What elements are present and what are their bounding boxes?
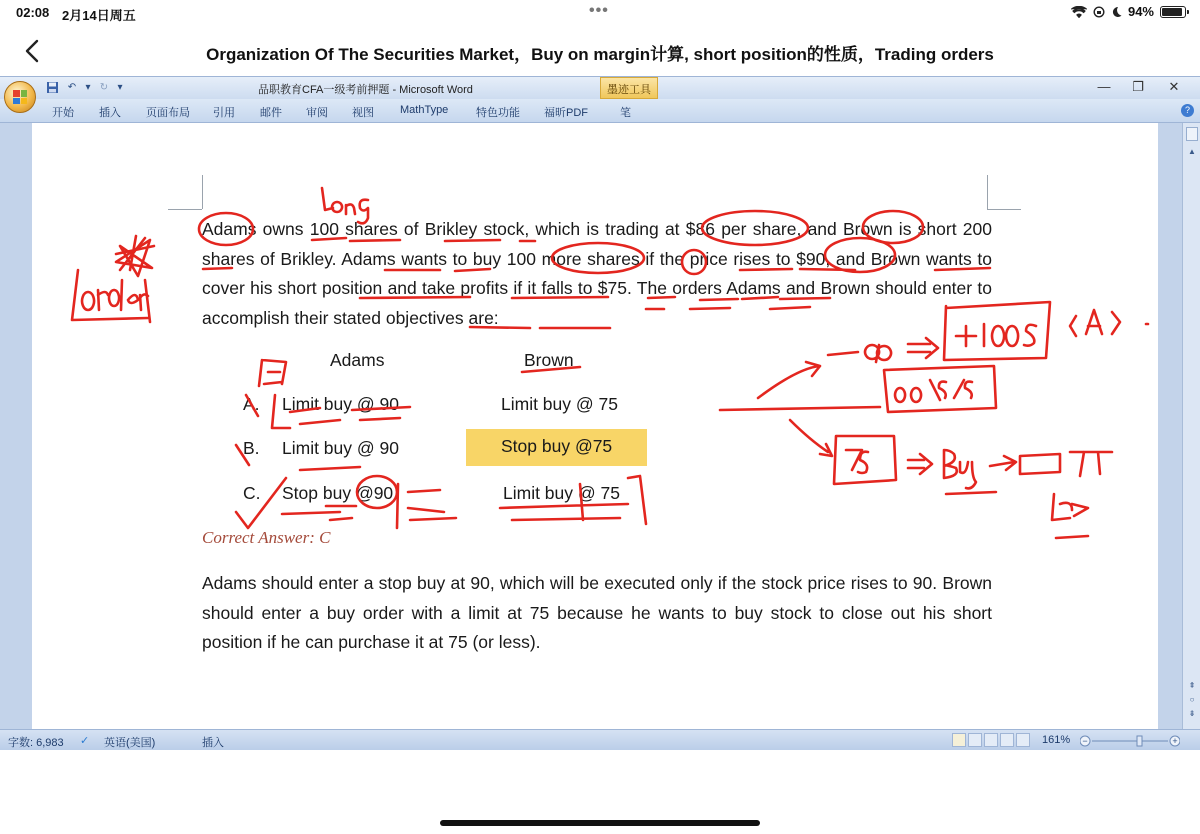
ribbon-tabs (0, 99, 1200, 123)
back-button[interactable] (18, 36, 48, 66)
app-header (0, 26, 1200, 74)
web-layout-view-icon[interactable] (984, 733, 998, 747)
scroll-up-icon[interactable]: ▲ (1188, 147, 1196, 156)
minimize-button[interactable]: — (1097, 79, 1111, 94)
tab-features[interactable]: 特色功能 (476, 107, 520, 119)
wifi-icon (1071, 6, 1087, 18)
next-page-icon[interactable]: ⇟ (1188, 709, 1196, 718)
prev-page-icon[interactable]: ⇞ (1188, 681, 1196, 690)
full-screen-view-icon[interactable] (968, 733, 982, 747)
svg-text:−: − (1082, 736, 1088, 746)
option-brown-order: Limit buy @ 75 (501, 394, 618, 414)
option-adams-order: Limit buy @ 90 (282, 394, 399, 414)
option-letter: C. (243, 483, 261, 503)
battery-icon (1160, 6, 1186, 18)
word-status-bar (0, 729, 1200, 750)
svg-text:+: + (1172, 736, 1178, 746)
restore-button[interactable]: ❐ (1132, 79, 1144, 94)
customize-toolbar-icon[interactable]: ▾ (117, 82, 123, 93)
vertical-scrollbar[interactable] (1182, 123, 1200, 729)
multitask-dots-icon[interactable]: ••• (589, 2, 609, 19)
zoom-level[interactable]: 161% (1042, 734, 1071, 746)
outline-view-icon[interactable] (1000, 733, 1014, 747)
undo-dropdown-icon[interactable]: ▾ (85, 82, 91, 93)
option-brown-order-highlighted: Stop buy @75 (466, 429, 647, 466)
status-indicators (1071, 4, 1186, 19)
crop-mark (987, 175, 988, 209)
option-letter: B. (243, 438, 260, 458)
crop-mark (987, 209, 1021, 210)
ruler-toggle-icon[interactable] (1186, 127, 1198, 141)
word-window (0, 76, 1200, 750)
moon-icon (1111, 6, 1122, 18)
tab-mailings[interactable]: 邮件 (260, 107, 282, 119)
undo-icon[interactable]: ↶ (67, 82, 77, 93)
office-button[interactable] (4, 81, 36, 113)
column-header-adams: Adams (330, 350, 385, 370)
ink-tools-tab[interactable]: 墨迹工具 (600, 77, 658, 99)
word-titlebar (0, 77, 1200, 99)
page-title: Organization Of The Securities Market，Buy on margin计算, short position的性质，Trading orders (206, 45, 994, 64)
print-layout-view-icon[interactable] (952, 733, 966, 747)
tab-foxit-pdf[interactable]: 福昕PDF (544, 107, 588, 119)
orientation-lock-icon (1093, 6, 1105, 18)
document-area (0, 123, 1182, 729)
explanation-paragraph: Adams should enter a stop buy at 90, which will be executed only if the stock price rises to 90. Brown should enter a buy order with a limit at 75 because he wants to buy stock to close out his short position if he can purchase it at 75 (or less). (202, 573, 992, 652)
status-bar (0, 0, 1200, 26)
chevron-left-icon (18, 36, 48, 66)
tab-page-layout[interactable]: 页面布局 (146, 107, 190, 119)
spellcheck-icon[interactable]: ✓ (80, 735, 90, 747)
office-logo-icon (13, 90, 27, 104)
tab-insert[interactable]: 插入 (99, 107, 121, 119)
save-icon[interactable] (44, 80, 60, 95)
quick-access-toolbar (44, 80, 124, 95)
tab-mathtype[interactable]: MathType (400, 104, 449, 116)
redo-icon[interactable]: ↻ (99, 82, 109, 93)
option-adams-order: Limit buy @ 90 (282, 438, 399, 458)
browse-object-icon[interactable]: ○ (1189, 695, 1195, 704)
zoom-slider[interactable] (1080, 735, 1180, 747)
battery-percent: 94% (1127, 4, 1154, 19)
option-brown-order: Limit buy @ 75 (503, 483, 620, 503)
tab-home[interactable]: 开始 (52, 107, 74, 119)
tab-view[interactable]: 视图 (352, 107, 374, 119)
view-buttons (952, 733, 1030, 747)
document-title: 品职教育CFA一级考前押题 - Microsoft Word (258, 84, 473, 96)
option-adams-order: Stop buy @90 (282, 483, 394, 503)
insert-mode[interactable]: 插入 (202, 737, 224, 749)
tab-pen[interactable]: 笔 (620, 107, 631, 119)
status-date: 2月14日周五 (62, 8, 136, 23)
help-icon[interactable]: ? (1181, 104, 1194, 117)
tab-references[interactable]: 引用 (213, 107, 235, 119)
language-indicator[interactable]: 英语(美国) (104, 737, 156, 749)
close-button[interactable]: ✕ (1168, 79, 1180, 94)
crop-mark (202, 175, 203, 209)
crop-mark (168, 209, 202, 210)
word-count[interactable]: 字数: 6,983 (8, 737, 64, 749)
option-letter: A. (243, 394, 260, 414)
home-indicator[interactable] (440, 820, 760, 826)
question-paragraph: Adams owns 100 shares of Brikley stock, which is trading at $86 per share, and Brown is short 200 shares of Brikley. Adams wants to buy 100 more shares if the price rises to $90, and Brown wants to cover his short position and take profits if it falls to $75. The orders Adams and Brown should enter to accomplish their stated objectives are: (202, 219, 992, 328)
correct-answer: Correct Answer: C (202, 528, 331, 547)
draft-view-icon[interactable] (1016, 733, 1030, 747)
tab-review[interactable]: 审阅 (306, 107, 328, 119)
status-time: 02:08 (16, 5, 50, 20)
column-header-brown: Brown (524, 350, 574, 370)
